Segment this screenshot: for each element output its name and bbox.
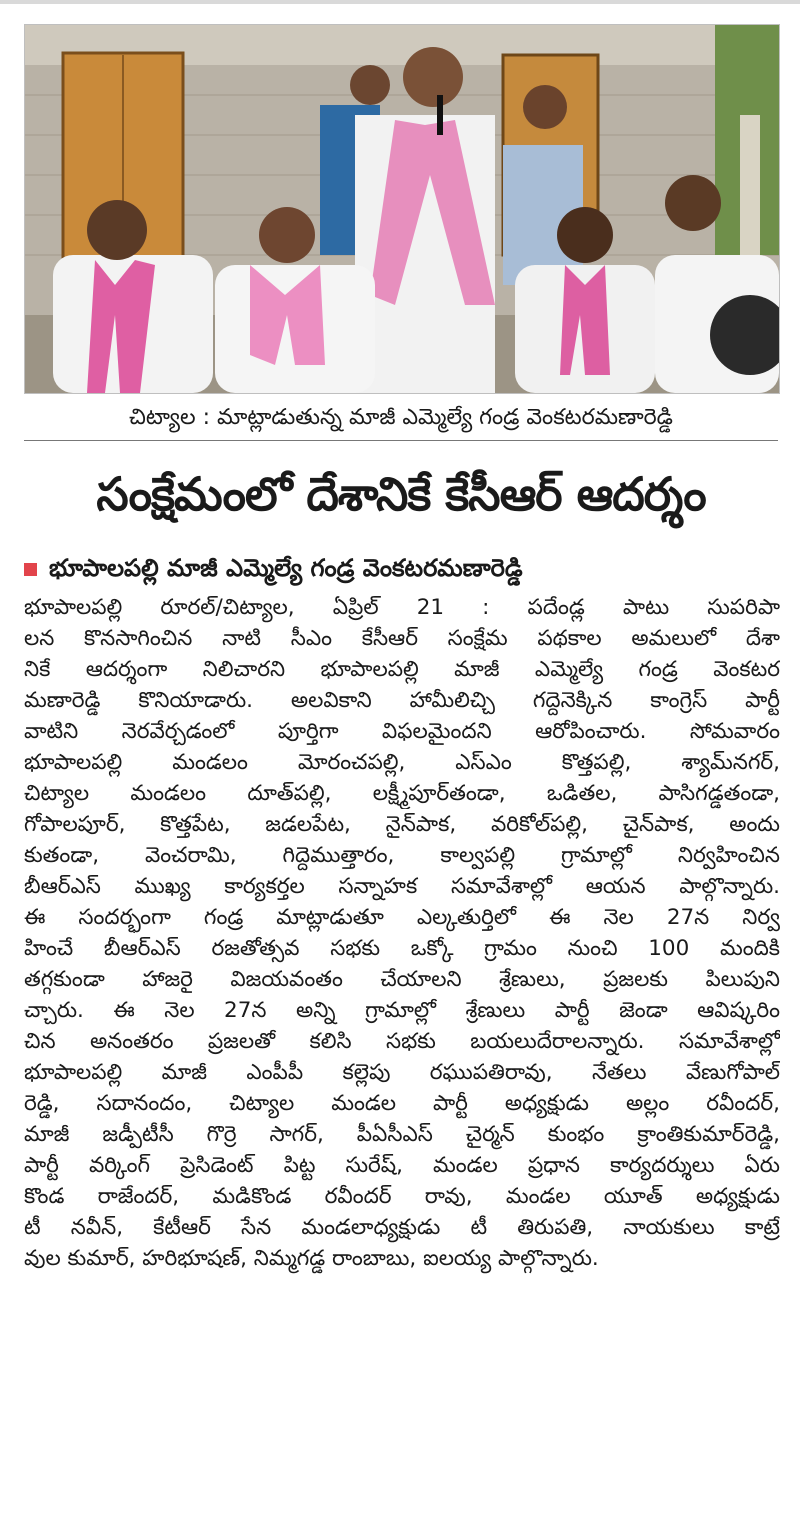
body-line: భూపాలపల్లి మండలం మోరంచపల్లి, ఎస్ఎం కొత్తపల్లి, శ్యామ్‌నగర్, [24,750,780,775]
body-line: నికే ఆదర్శంగా నిలిచారని భూపాలపల్లి మాజీ ఎమ్మెల్యే గండ్ర వెంకటర [24,657,780,682]
body-line: కుతండా, వెంచరామి, గిద్దెముత్తారం, కాల్వపల్లి గ్రామాల్లో నిర్వహించిన [24,843,780,868]
body-line: భూపాలపల్లి రూరల్/చిట్యాల, ఏప్రిల్ 21 : పదేండ్ల పాటు సుపరిపా [24,595,780,620]
photo-caption: చిట్యాల : మాట్లాడుతున్న మాజీ ఎమ్మెల్యే గండ్ర వెంకటరమణారెడ్డి [24,396,778,441]
photo-illustration [25,25,779,393]
body-line: చ్చారు. ఈ నెల 27న అన్ని గ్రామాల్లో శ్రేణులు పార్టీ జెండా ఆవిష్కరిం [24,998,780,1023]
body-line: వాటిని నెరవేర్చడంలో పూర్తిగా విఫలమైందని ఆరోపించారు. సోమవారం [24,719,780,744]
body-line: మణారెడ్డి కొనియాడారు. అలవికాని హామీలిచ్చి గద్దెనెక్కిన కాంగ్రెస్ పార్టీ [24,688,780,713]
headline: సంక్షేమంలో దేశానికే కేసీఆర్ ఆదర్శం [96,467,706,521]
article-body [24,592,780,1522]
body-line: టీ నవీన్, కేటీఆర్ సేన మండలాధ్యక్షుడు టీ తిరుపతి, నాయకులు కాట్రే [24,1215,780,1240]
subheadline [24,548,778,588]
bullet-square-icon [24,563,37,576]
body-line: భూపాలపల్లి మాజీ ఎంపీపీ కల్లెపు రఘుపతిరావు, నేతలు వేణుగోపాల్ [24,1060,780,1085]
top-divider [0,0,800,4]
body-line: చిట్యాల మండలం దూత్‌పల్లి, లక్ష్మీపూర్‌తండా, ఒడితల, పాసిగడ్డతండా, [24,781,780,806]
subheadline-text: భూపాలపల్లి మాజీ ఎమ్మెల్యే గండ్ర వెంకటరమణారెడ్డి [49,554,523,582]
body-line: తగ్గకుండా హాజరై విజయవంతం చేయాలని శ్రేణులు, ప్రజలకు పిలుపుని [24,967,780,992]
body-line: వుల కుమార్, హరిభూషణ్, నిమ్మగడ్డ రాంబాబు, ఐలయ్య పాల్గొన్నారు. [24,1246,599,1271]
body-line: ఈ సందర్భంగా గండ్ర మాట్లాడుతూ ఎల్కతుర్తిలో ఈ నెల 27న నిర్వ [24,905,780,930]
body-line: చిన అనంతరం ప్రజలతో కలిసి సభకు బయలుదేరాలన్నారు. సమావేశాల్లో [24,1029,780,1054]
body-line: పార్టీ వర్కింగ్ ప్రెసిడెంట్ పిట్ట సురేష్, మండల ప్రధాన కార్యదర్శులు ఏరు [24,1153,780,1178]
body-line: హించే బీఆర్ఎస్ రజతోత్సవ సభకు ఒక్కో గ్రామం నుంచి 100 మందికి [24,936,780,961]
body-line: రెడ్డి, సదానందం, చిట్యాల మండల పార్టీ అధ్యక్షుడు అల్లం రవీందర్, [24,1091,780,1116]
body-line: లన కొనసాగించిన నాటి సీఎం కేసీఆర్ సంక్షేమ పథకాల అమలులో దేశా [24,626,780,651]
news-photo [24,24,780,394]
body-line: మాజీ జడ్పీటీసీ గొర్రె సాగర్, పీఏసీఎస్ చైర్మన్ కుంభం క్రాంతికుమార్‌రెడ్డి, [24,1122,780,1147]
body-line: కొండ రాజేందర్, మడికొండ రవీందర్ రావు, మండల యూత్ అధ్యక్షుడు [24,1184,780,1209]
body-line: బీఆర్ఎస్ ముఖ్య కార్యకర్తల సన్నాహక సమావేశాల్లో ఆయన పాల్గొన్నారు. [24,874,780,899]
body-line: గోపాలపూర్, కొత్తపేట, జడలపేట, నైన్‌పాక, వరికోల్‌పల్లి, చైన్‌పాక, అందు [24,812,780,837]
